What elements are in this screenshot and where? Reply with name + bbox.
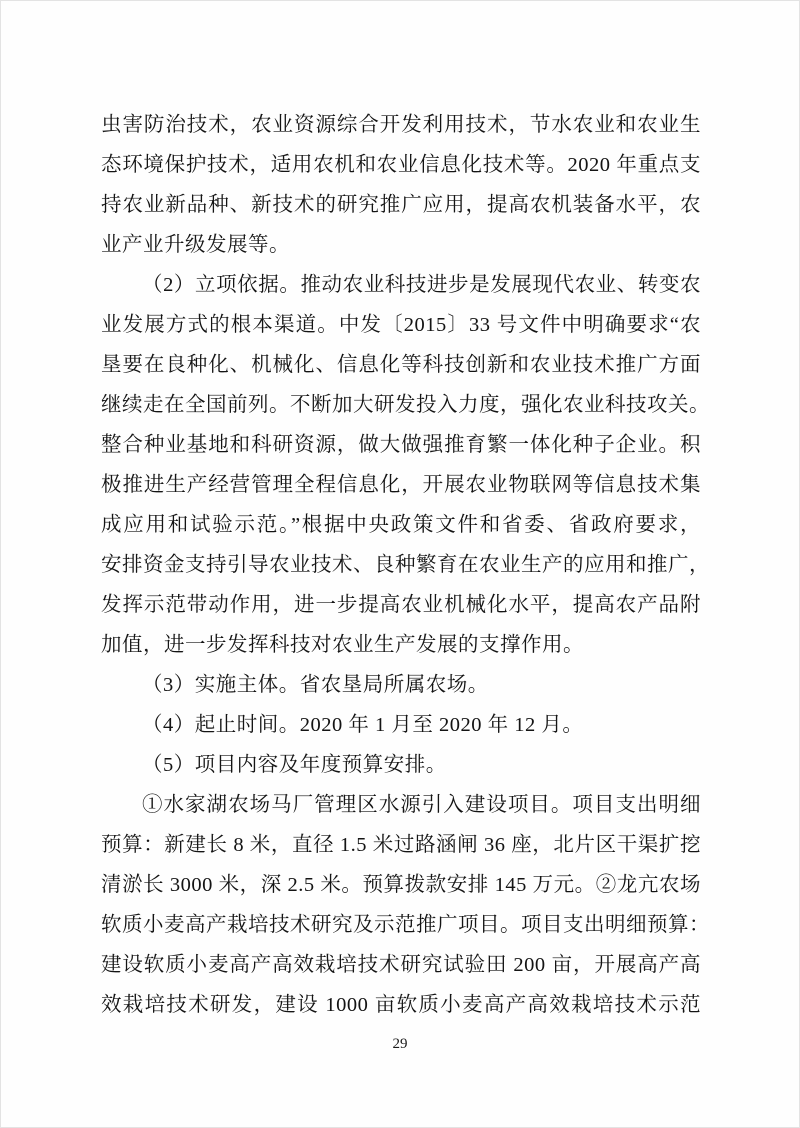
text-line: 清淤长 3000 米，深 2.5 米。预算拨款安排 145 万元。②龙亢农场: [101, 874, 701, 896]
text-line: 持农业新品种、新技术的研究推广应用，提高农机装备水平，农: [101, 194, 701, 216]
text-line: 继续走在全国前列。不断加大研发投入力度，强化农业科技攻关。: [101, 394, 710, 416]
text-line: 加值，进一步发挥科技对农业生产发展的支撑作用。: [101, 634, 584, 656]
page-number: 29: [392, 1036, 408, 1052]
text-line: 成应用和试验示范。”根据中央政策文件和省委、省政府要求，: [101, 514, 701, 536]
text-line: 垦要在良种化、机械化、信息化等科技创新和农业技术推广方面: [101, 354, 701, 376]
document-body: [101, 105, 710, 1025]
text-line: （2）立项依据。推动农业科技进步是发展现代农业、转变农: [142, 274, 701, 296]
text-line: ①水家湖农场马厂管理区水源引入建设项目。项目支出明细: [142, 794, 701, 816]
text-line: （3）实施主体。省农垦局所属农场。: [142, 674, 489, 696]
text-line: 预算：新建长 8 米，直径 1.5 米过路涵闸 36 座，北片区干渠扩挖: [101, 834, 701, 856]
text-line: 态环境保护技术，适用农机和农业信息化技术等。2020 年重点支: [101, 154, 701, 176]
text-line: 软质小麦高产栽培技术研究及示范推广项目。项目支出明细预算：: [101, 914, 710, 936]
text-line: 整合种业基地和科研资源，做大做强推育繁一体化种子企业。积: [101, 434, 701, 456]
text-line: （4）起止时间。2020 年 1 月至 2020 年 12 月。: [142, 714, 584, 736]
text-line: 效栽培技术研发，建设 1000 亩软质小麦高产高效栽培技术示范: [101, 994, 701, 1016]
text-line: 建设软质小麦高产高效栽培技术研究试验田 200 亩，开展高产高: [101, 954, 701, 976]
text-line: 业产业升级发展等。: [101, 234, 290, 256]
text-line: 发挥示范带动作用，进一步提高农业机械化水平，提高农产品附: [101, 594, 701, 616]
text-line: 虫害防治技术，农业资源综合开发利用技术，节水农业和农业生: [101, 114, 701, 136]
text-line: 极推进生产经营管理全程信息化，开展农业物联网等信息技术集: [101, 474, 701, 496]
text-line: （5）项目内容及年度预算安排。: [142, 754, 447, 776]
text-line: 业发展方式的根本渠道。中发〔2015〕33 号文件中明确要求“农: [101, 314, 701, 336]
text-line: 安排资金支持引导农业技术、良种繁育在农业生产的应用和推广，: [101, 554, 710, 576]
